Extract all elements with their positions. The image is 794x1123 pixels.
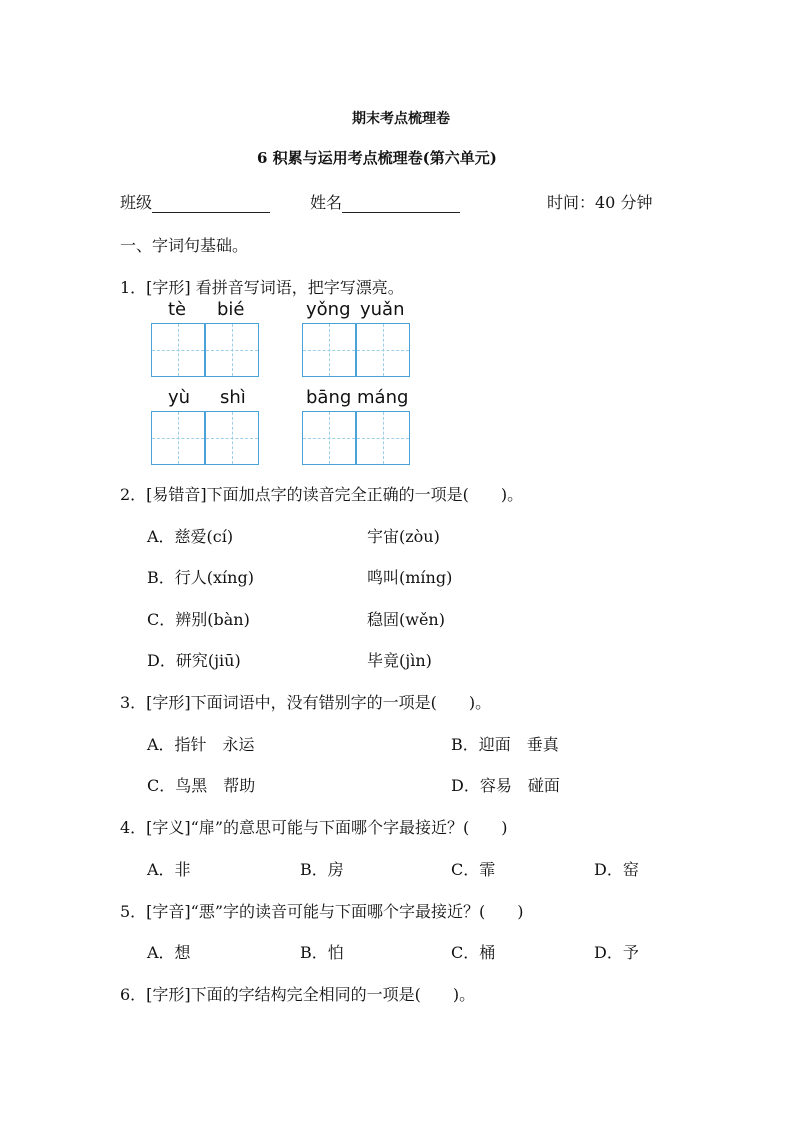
option-a[interactable]: A．慈爱(cí) <box>147 527 234 546</box>
option-b-second-word: 鸣叫(míng) <box>367 568 453 587</box>
question-1-stem: 1．[字形] 看拼音写词语，把字写漂亮。 <box>120 278 404 297</box>
class-label: 班级 <box>120 193 153 212</box>
pinyin: yuǎn <box>360 299 405 320</box>
option-c-second-word: 稳固(wěn) <box>367 610 445 629</box>
pinyin: bié <box>217 299 245 320</box>
option-b[interactable]: B．行人(xíng) <box>147 568 254 587</box>
paper-title: 6 积累与运用考点梳理卷(第六单元) <box>257 149 497 167</box>
option-d[interactable]: D．予 <box>594 943 639 962</box>
name-blank[interactable] <box>342 195 460 213</box>
time-label: 时间：40 分钟 <box>547 193 653 212</box>
option-c[interactable]: C．辨别(bàn) <box>147 610 250 629</box>
option-d-second-word: 毕竟(jìn) <box>367 651 432 670</box>
option-a[interactable]: A．想 <box>147 943 191 962</box>
pinyin: bāng <box>306 387 352 408</box>
option-d[interactable]: D．研究(jiū) <box>147 651 241 670</box>
pinyin: yǒng <box>306 299 351 320</box>
pinyin: yù <box>168 387 191 408</box>
pinyin: tè <box>168 299 187 320</box>
writing-grid-cell[interactable] <box>302 411 356 465</box>
name-field <box>310 190 460 213</box>
writing-grid-cell[interactable] <box>356 323 410 377</box>
series-title: 期末考点梳理卷 <box>352 111 450 127</box>
class-field <box>120 190 270 213</box>
writing-grid-cell[interactable] <box>151 411 205 465</box>
option-c[interactable]: C．霏 <box>451 860 496 879</box>
option-a[interactable]: A．非 <box>147 860 191 879</box>
question-6-stem: 6．[字形]下面的字结构完全相同的一项是( )。 <box>120 985 476 1004</box>
option-b[interactable]: B．怕 <box>300 943 344 962</box>
writing-grid-cell[interactable] <box>356 411 410 465</box>
option-a[interactable]: A．指针 永运 <box>147 735 255 754</box>
option-a-second-word: 宇宙(zòu) <box>367 527 440 546</box>
pinyin: máng <box>357 387 409 408</box>
writing-grid-cell[interactable] <box>205 411 259 465</box>
option-b[interactable]: B．房 <box>300 860 344 879</box>
option-c[interactable]: C．鸟黑 帮助 <box>147 776 256 795</box>
question-2-stem: 2．[易错音]下面加点字的读音完全正确的一项是( )。 <box>120 485 524 504</box>
writing-grid-cell[interactable] <box>205 323 259 377</box>
section-title: 一、字词句基础。 <box>120 236 249 255</box>
option-d[interactable]: D．窑 <box>594 860 639 879</box>
option-c[interactable]: C．桶 <box>451 943 496 962</box>
writing-grid-cell[interactable] <box>302 323 356 377</box>
pinyin: shì <box>220 387 246 408</box>
option-b[interactable]: B．迎面 垂真 <box>451 735 559 754</box>
name-label: 姓名 <box>310 193 343 212</box>
question-3-stem: 3．[字形]下面词语中，没有错别字的一项是( )。 <box>120 693 492 712</box>
option-d[interactable]: D．容易 碰面 <box>451 776 560 795</box>
question-5-stem: 5．[字音]“悪”字的读音可能与下面哪个字最接近？( ) <box>120 902 524 921</box>
writing-grid-cell[interactable] <box>151 323 205 377</box>
question-4-stem: 4．[字义]“扉”的意思可能与下面哪个字最接近？( ) <box>120 818 508 837</box>
class-blank[interactable] <box>152 195 270 213</box>
